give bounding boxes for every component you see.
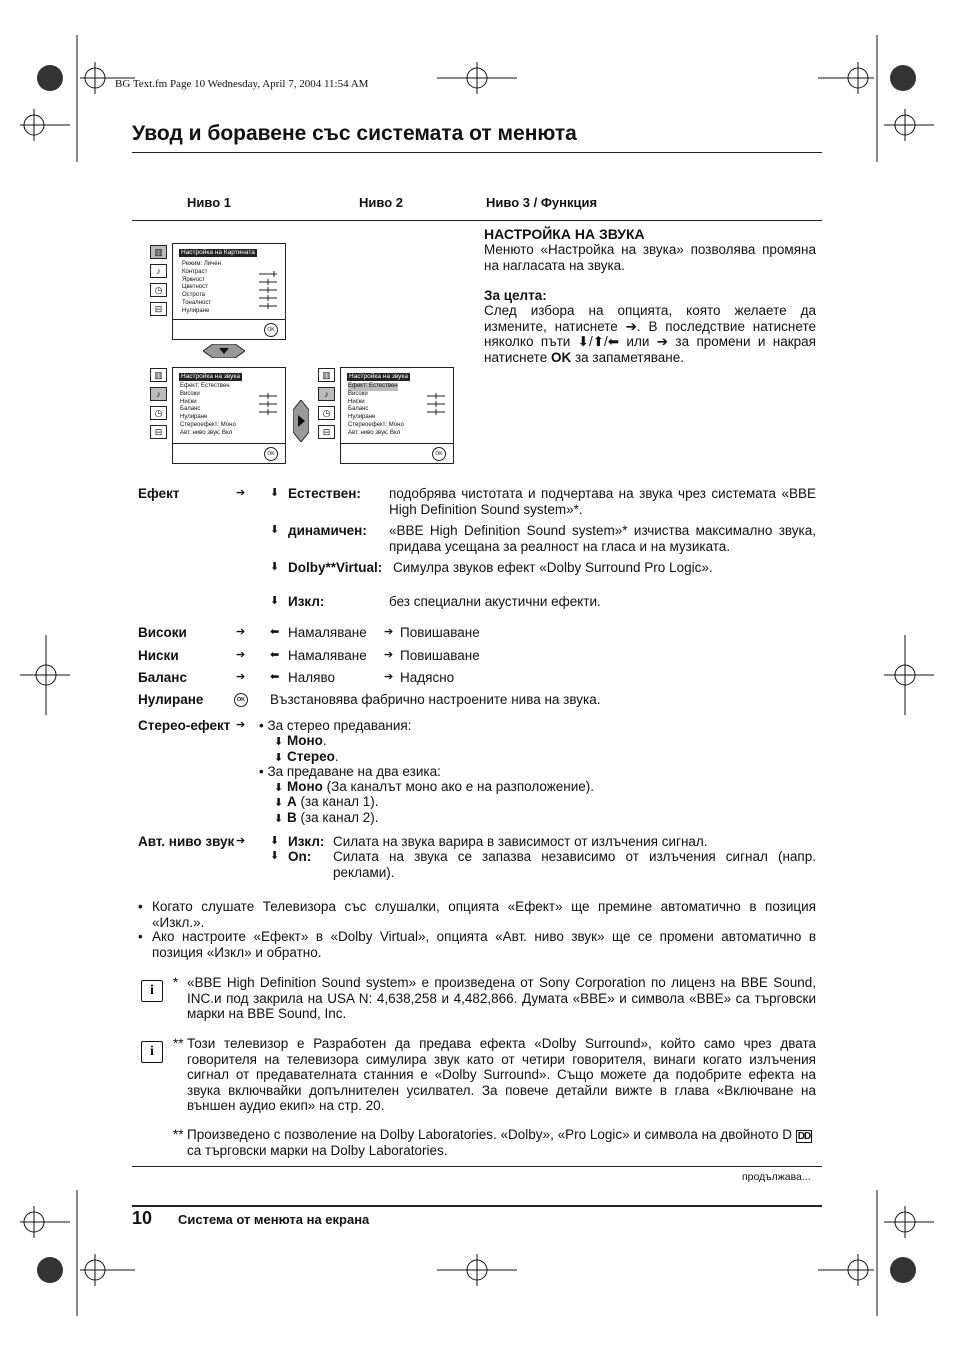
setup-icon: ⊟ bbox=[150, 302, 167, 316]
footer-rule bbox=[132, 1205, 822, 1207]
left-arrow-icon: ⬅ bbox=[270, 671, 280, 683]
tv-screen-picture bbox=[172, 243, 286, 340]
avl-on: On: bbox=[288, 849, 312, 864]
bass-decrease: Намаляване bbox=[288, 648, 367, 663]
section-heading: НАСТРОЙКА НА ЗВУКА bbox=[484, 226, 645, 242]
tv2-header: Настройка на звука bbox=[181, 373, 240, 380]
stereo-bullet-2: • За предаване на два езика: bbox=[259, 764, 441, 779]
note-1: • Когато слушате Телевизора със слушалки, опцията «Ефект» ще премине автоматично в позиция «Изкл.». bbox=[138, 899, 816, 930]
left-arrow-icon: ⬅ bbox=[270, 626, 280, 638]
balance-right: Надясно bbox=[400, 670, 455, 685]
reset-label: Нулиране bbox=[138, 692, 204, 707]
down-arrow-icon: ⬇ bbox=[270, 595, 280, 607]
balance-left: Наляво bbox=[288, 670, 335, 685]
treble-label: Високи bbox=[138, 625, 187, 640]
effect-dynamic: динамичен: bbox=[288, 523, 367, 538]
right-arrow-icon: ➔ bbox=[384, 649, 394, 661]
avl-label: Авт. ниво звук bbox=[138, 834, 235, 849]
down-arrow-icon: ⬇ bbox=[270, 524, 280, 536]
stereo-opt-b: ⬇ B (за канал 2). bbox=[274, 810, 379, 825]
menu-icons-1 bbox=[150, 245, 167, 321]
footer-section: Система от менюта на екрана bbox=[178, 1212, 370, 1227]
goal-text: След избора на опцията, която желаете да измените, натиснете ➔. В последствие натиснете няколко пъти ⬇/⬆/⬅ или ➔ за промени и накрая натиснете OK за запаметяване. bbox=[484, 303, 816, 365]
footnote3-text: Произведено с позволение на Dolby Laboratories. «Dolby», «Pro Logic» и символа на двойното D DD са търговски марки на Dolby Laboratories. bbox=[187, 1127, 811, 1158]
footnote2-text: Този телевизор е Разработен да предава ефекта «Dolby Surround», който само чрез двата говорителя на телевизора симулира звук като от четири говорителя, винаги когато излъчения сигнал от предавателната станния е «Dolby Surround». Също можете да подобрите ефекта на звука включвайки допълнителен усилвател. За повече детайли вижте в глава «Включване на външен аудио екип» на стр. 20. bbox=[187, 1036, 816, 1113]
file-info-line: BG Text.fm Page 10 Wednesday, April 7, 2004 11:54 AM bbox=[115, 78, 369, 90]
ok-button-icon: OK bbox=[234, 693, 248, 707]
tv2-lines: Ефект: Естествен Високи Ниски Баланс Нулиране Стереоефект: Моно Авт. ниво звук: Вкл bbox=[180, 383, 236, 436]
stereo-opt-mono2: ⬇ Моно (За каналът моно ако е на разположение). bbox=[274, 779, 595, 794]
effect-dolby-desc: Симулра звуков ефект «Dolby Surround Pro Logic». bbox=[393, 560, 713, 575]
menu-icons-3: ▥ ♪ ◷ ⊟ bbox=[318, 368, 335, 444]
stereo-label: Стерео-ефект bbox=[138, 718, 231, 733]
effect-label: Ефект bbox=[138, 486, 180, 501]
effect-dolby: Dolby**Virtual: bbox=[288, 560, 383, 575]
ok-icon: OK bbox=[264, 323, 278, 337]
avl-off-desc: Силата на звука варира в зависимост от излъчения сигнал. bbox=[333, 834, 708, 849]
picture-icon: ▥ bbox=[150, 245, 167, 259]
column-level1: Ниво 1 bbox=[187, 195, 231, 210]
treble-increase: Повишаване bbox=[400, 625, 480, 640]
right-arrow-icon: ➔ bbox=[236, 835, 246, 847]
column-level3: Ниво 3 / Функция bbox=[486, 195, 598, 210]
right-arrow-icon bbox=[293, 400, 309, 442]
continued: продължава... bbox=[742, 1171, 811, 1183]
down-arrow-icon: ⬇ bbox=[270, 835, 280, 847]
avl-off: Изкл: bbox=[288, 834, 325, 849]
balance-label: Баланс bbox=[138, 670, 187, 685]
goal-label: За целта: bbox=[484, 288, 547, 303]
effect-dynamic-desc: «BBE High Definition Sound system»* изчиства максимално звука, придава усещана за реалност на гласа и на музиката. bbox=[389, 523, 816, 554]
down-arrow-icon: ⬇ bbox=[270, 850, 280, 862]
right-arrow-icon: ➔ bbox=[236, 719, 246, 731]
reset-desc: Възстановява фабрично настроените нива на звука. bbox=[270, 692, 601, 707]
treble-decrease: Намаляване bbox=[288, 625, 367, 640]
down-arrow-icon: ⬇ bbox=[270, 487, 280, 499]
stereo-opt-a: ⬇ A (за канал 1). bbox=[274, 794, 379, 809]
footnote1-text: «BBE High Definition Sound system» е произведена от Sony Corporation по лиценз на BBE Sound, INC.и под закрила на USA N: 4,638,258 и 4,482,866. Думата «BBE» и символа «BBE» са търговски марки на BBE Sound, Inc. bbox=[187, 975, 816, 1021]
column-level2: Ниво 2 bbox=[359, 195, 403, 210]
footnote2-mark: ** bbox=[173, 1036, 184, 1051]
right-arrow-icon: ➔ bbox=[236, 626, 246, 638]
tv3-header: Настройка на звука bbox=[349, 373, 408, 380]
section-intro: Менюто «Настройка на звука» позволява промяна на нагласата на звука. bbox=[484, 242, 816, 273]
effect-natural-desc: подобрява чистотата и подчертава на звука чрез системата «BBE High Definition Sound system»*. bbox=[389, 486, 816, 517]
footnote3-mark: ** bbox=[173, 1127, 184, 1142]
title-rule bbox=[132, 152, 822, 153]
tv-screen-sound: Настройка на звука Ефект: Естествен Високи Ниски Баланс Нулиране Стереоефект: Моно Авт. ниво звук: Вкл OK bbox=[172, 367, 286, 464]
down-arrow-icon bbox=[203, 344, 245, 358]
tv2-sliders bbox=[259, 392, 279, 428]
tv-screen-sound-effect: Настройка на звука Ефект: Естествен Високи Ниски Баланс Нулиране Стереоефект: Моно Авт. ниво звук: Вкл OK bbox=[340, 367, 454, 464]
stereo-bullet-1: • За стерео предавания: bbox=[259, 718, 412, 733]
tv1-lines: Режим: Личен Контраст Яркност Цветност Острота Тоналност Нулиране bbox=[182, 261, 221, 314]
sound-icon: ♪ bbox=[150, 264, 167, 278]
menu-icons-2: ▥ ♪ ◷ ⊟ bbox=[150, 368, 167, 444]
right-arrow-icon: ➔ bbox=[236, 671, 246, 683]
tv1-header: Настройка на Картината bbox=[181, 249, 255, 256]
note-2: • Ако настроите «Ефект» в «Dolby Virtual», опцията «Авт. ниво звук» ще се промени автоматично в позиция «Изкл» и обратно. bbox=[138, 929, 816, 960]
effect-off-desc: без специални акустични ефекти. bbox=[389, 594, 601, 609]
page-title: Увод и боравене със системата от менюта bbox=[132, 122, 577, 145]
bass-label: Ниски bbox=[138, 648, 179, 663]
footer-top-rule bbox=[132, 1166, 822, 1167]
avl-on-desc: Силата на звука се запазва независимо от излъчения сигнал (напр. реклами). bbox=[333, 849, 816, 880]
right-arrow-icon: ➔ bbox=[384, 671, 394, 683]
effect-off: Изкл: bbox=[288, 594, 325, 609]
down-arrow-icon: ⬇ bbox=[270, 561, 280, 573]
columns-rule bbox=[132, 220, 822, 221]
dolby-logo: DD bbox=[797, 1131, 811, 1142]
tv1-sliders bbox=[259, 270, 279, 316]
tv3-sliders bbox=[427, 392, 447, 428]
timer-icon: ◷ bbox=[150, 283, 167, 297]
right-arrow-icon: ➔ bbox=[384, 626, 394, 638]
info-icon: i bbox=[141, 980, 163, 1002]
left-arrow-icon: ⬅ bbox=[270, 649, 280, 661]
tv3-lines: Ефект: Естествен Високи Ниски Баланс Нулиране Стереоефект: Моно Авт. ниво звук: Вкл bbox=[348, 383, 404, 436]
effect-natural: Естествен: bbox=[288, 486, 361, 501]
right-arrow-icon: ➔ bbox=[236, 649, 246, 661]
bass-increase: Повишаване bbox=[400, 648, 480, 663]
info-icon: i bbox=[141, 1041, 163, 1063]
right-arrow-icon: ➔ bbox=[236, 487, 246, 499]
stereo-opt-mono: ⬇ Моно. bbox=[274, 733, 327, 748]
stereo-opt-stereo: ⬇ Стерео. bbox=[274, 749, 339, 764]
footnote1-mark: * bbox=[173, 975, 179, 990]
page-number: 10 bbox=[132, 1208, 153, 1228]
